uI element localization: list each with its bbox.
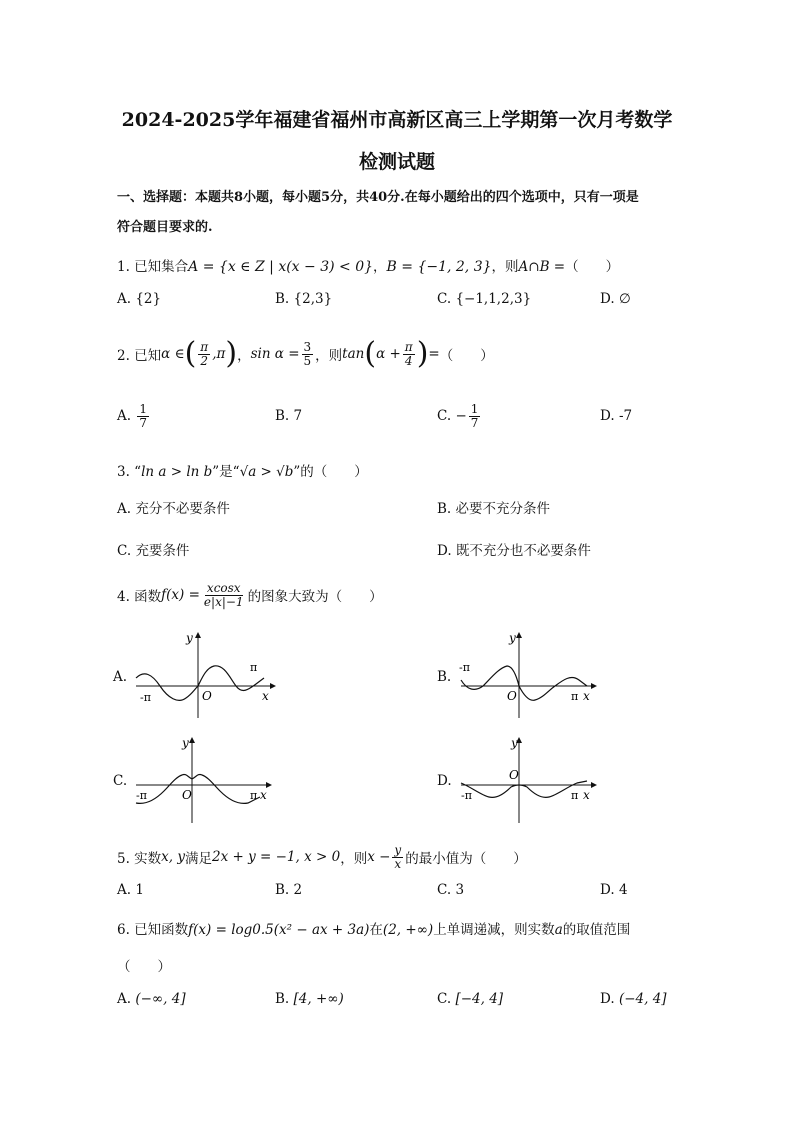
q2-option-a[interactable]: A. $\frac{1}{7}$ — [117, 401, 147, 430]
q6-interval: (2, +∞) — [382, 922, 434, 938]
q1-option-c-text: {−1,1,2,3} — [455, 291, 532, 307]
q2-option-c-sign: − — [455, 408, 467, 424]
q3-option-c-text: 充要条件 — [135, 543, 190, 559]
question-4 — [117, 575, 383, 615]
q5-suffix: 的最小值为（ ） — [405, 851, 527, 867]
q4a-negpi-label: -π — [140, 691, 151, 704]
q5-den: x — [394, 856, 402, 871]
q5-expr-x: x − — [367, 849, 391, 865]
q4c-origin-label: O — [182, 788, 192, 802]
question-2: 2. 已知 α ∈ ( $\frac{\pi}{2}$ ,π ) ， sin α = $\frac{3}{5}$ ，则 tan ( α + $\frac{\pi}{4}$ ) = （ ） — [117, 336, 494, 371]
page-title: 2024-2025学年福建省福州市高新区高三上学期第一次月考数学 — [121, 109, 673, 131]
q4-option-c[interactable]: C. — [113, 773, 128, 789]
q4d-x-label: x — [583, 788, 590, 802]
q6-option-a[interactable]: A. (−∞, 4] — [117, 991, 186, 1007]
q1-option-b[interactable]: B. {2,3} — [275, 291, 333, 307]
question-5 — [117, 838, 527, 876]
q1-option-a-text: {2} — [135, 291, 162, 307]
q3-option-d[interactable]: D. 既不充分也不必要条件 — [437, 543, 591, 559]
q1-option-a[interactable]: A. {2} — [117, 291, 162, 307]
q2-option-a-num: 1 — [139, 401, 147, 416]
q1-option-b-text: {2,3} — [293, 291, 333, 307]
q6-suffix: 上单调递减，则实数 — [433, 922, 555, 938]
q1-prefix: 1. 已知集合 — [117, 259, 189, 275]
q2-tan-arg: α + — [376, 346, 401, 362]
q3-expr2: √a > √b — [239, 464, 294, 480]
q4-option-a[interactable]: A. — [113, 669, 128, 685]
q6-suffix2: 的取值范围 — [562, 922, 631, 938]
q5-option-b-text: 2 — [293, 882, 303, 898]
q6-option-c[interactable]: C. [−4, 4] — [437, 991, 504, 1007]
q1-option-d[interactable]: D. ∅ — [600, 291, 631, 307]
q4-graph-d — [455, 733, 605, 825]
q4c-x-label: x — [260, 788, 267, 802]
q5-option-d-text: 4 — [618, 882, 628, 898]
q4-fx: f(x) = — [161, 587, 200, 603]
q2-then: ，则 — [315, 348, 343, 364]
q2-sep: ， — [237, 348, 251, 364]
q3-stem-c: ”的（ ） — [293, 464, 368, 480]
q3-stem-a: 3. “ — [117, 464, 142, 480]
q4-option-b[interactable]: B. — [437, 669, 452, 685]
q6-mid: 在 — [369, 922, 383, 938]
q5-option-a[interactable]: A. 1 — [117, 882, 144, 898]
q2-tan-num: π — [404, 339, 413, 354]
page-title-line2: 检测试题 — [358, 151, 435, 173]
q4-prefix: 4. 函数 — [117, 589, 162, 605]
q6-var: a — [554, 922, 563, 938]
q1-suffix: ，则 — [491, 259, 519, 275]
q2-sin-den: 5 — [303, 353, 312, 368]
q2-prefix: 2. 已知 — [117, 348, 162, 364]
q2-frac-num: π — [200, 339, 209, 354]
q5-cond-label: 满足 — [185, 851, 212, 867]
q1-option-c[interactable]: C. {−1,1,2,3} — [437, 291, 532, 307]
q3-option-c[interactable]: C. 充要条件 — [117, 543, 190, 559]
q4b-x-label: x — [583, 689, 590, 703]
q2-option-a-den: 7 — [139, 415, 147, 430]
q2-option-c-num: 1 — [470, 401, 479, 416]
q6-option-b[interactable]: B. [4, +∞) — [275, 991, 344, 1007]
q6-func: f(x) = log0.5(x² − ax + 3a) — [188, 922, 370, 938]
question-3 — [117, 460, 368, 480]
q3-option-d-text: 既不充分也不必要条件 — [455, 543, 591, 559]
q4b-y-label: y — [509, 631, 516, 645]
question-1 — [117, 255, 619, 275]
q4d-origin-label: O — [509, 768, 519, 782]
q2-alpha-in: α ∈ — [161, 346, 185, 362]
q2-tan: tan — [342, 346, 365, 362]
q4-suffix: 的图象大致为（ ） — [247, 589, 383, 605]
q5-cond: 2x + y = −1, x > 0 — [212, 849, 341, 865]
q4a-y-label: y — [186, 631, 193, 645]
q2-option-b-text: 7 — [293, 408, 303, 424]
q3-option-a-text: 充分不必要条件 — [135, 501, 230, 517]
q4d-y-label: y — [511, 736, 518, 750]
q2-paren: （ ） — [439, 348, 494, 364]
section-heading-line2: 符合题目要求的. — [117, 220, 213, 235]
q2-pi: ,π — [212, 346, 226, 362]
q4-option-d[interactable]: D. — [437, 773, 452, 789]
q1-expr: A∩B = — [518, 259, 566, 275]
q3-stem-b: ”是“ — [212, 464, 240, 480]
q4a-x-label: x — [262, 689, 269, 703]
q4c-y-label: y — [182, 736, 189, 750]
q4b-negpi-label: -π — [459, 661, 470, 674]
q2-option-c[interactable]: C. − $\frac{1}{7}$ — [437, 401, 479, 430]
q2-frac-den: 2 — [200, 353, 209, 368]
q3-option-a[interactable]: A. 充分不必要条件 — [117, 501, 230, 517]
question-6 — [117, 918, 630, 938]
q5-option-c-text: 3 — [455, 882, 465, 898]
q2-sin: sin α = — [250, 346, 300, 362]
q4d-pi-label: π — [571, 789, 579, 802]
q4a-origin-label: O — [202, 689, 212, 703]
q6-option-d-text: (−4, 4] — [618, 991, 667, 1007]
q5-prefix: 5. 实数 — [117, 851, 162, 867]
q5-option-b[interactable]: B. 2 — [275, 882, 303, 898]
q4d-negpi-label: -π — [461, 789, 472, 802]
q4-graph-a — [130, 628, 280, 720]
q4-den: e|x|−1 — [203, 594, 244, 609]
q4a-pi-label: π — [250, 661, 258, 674]
q3-option-b[interactable]: B. 必要不充分条件 — [437, 501, 551, 517]
q2-eq: = — [428, 346, 440, 362]
q6-option-d[interactable]: D. (−4, 4] — [600, 991, 667, 1007]
q5-num: y — [394, 842, 402, 857]
q4-num: xcosx — [206, 580, 241, 595]
q1-set-a: A = {x ∈ Z | x(x − 3) < 0} — [188, 259, 374, 275]
q1-option-d-text: ∅ — [618, 291, 631, 307]
q6-paren: （ ） — [117, 959, 171, 975]
q1-sep: ， — [373, 259, 387, 275]
q6-option-a-text: (−∞, 4] — [135, 991, 186, 1007]
q4b-origin-label: O — [507, 689, 517, 703]
q3-expr1: ln a > ln b — [141, 464, 213, 480]
q6-option-b-text: [4, +∞) — [293, 991, 344, 1007]
q5-option-a-text: 1 — [135, 882, 144, 898]
q4c-pi-label: π — [250, 789, 258, 802]
q1-set-b: B = {−1, 2, 3} — [386, 259, 492, 275]
q4-graph-c — [130, 733, 280, 825]
q6-prefix: 6. 已知函数 — [117, 922, 189, 938]
q6-option-c-text: [−4, 4] — [455, 991, 504, 1007]
q5-option-d[interactable]: D. 4 — [600, 882, 628, 898]
q4c-negpi-label: -π — [136, 789, 147, 802]
q5-then: ，则 — [340, 851, 368, 867]
q4-graph-b — [455, 628, 605, 720]
q2-tan-den: 4 — [404, 353, 413, 368]
q2-sin-num: 3 — [303, 339, 312, 354]
q1-paren: （ ） — [565, 259, 620, 275]
q4b-pi-label: π — [571, 690, 579, 703]
q5-vars: x, y — [161, 849, 185, 865]
q2-option-d[interactable]: D. -7 — [600, 408, 633, 424]
q2-option-b[interactable]: B. 7 — [275, 408, 303, 424]
q3-option-b-text: 必要不充分条件 — [455, 501, 551, 517]
q2-option-c-den: 7 — [470, 415, 479, 430]
q5-option-c[interactable]: C. 3 — [437, 882, 465, 898]
q2-option-d-text: -7 — [618, 408, 633, 424]
section-heading: 一、选择题：本题共8小题，每小题5分，共40分.在每小题给出的四个选项中，只有一项是 — [117, 190, 639, 205]
